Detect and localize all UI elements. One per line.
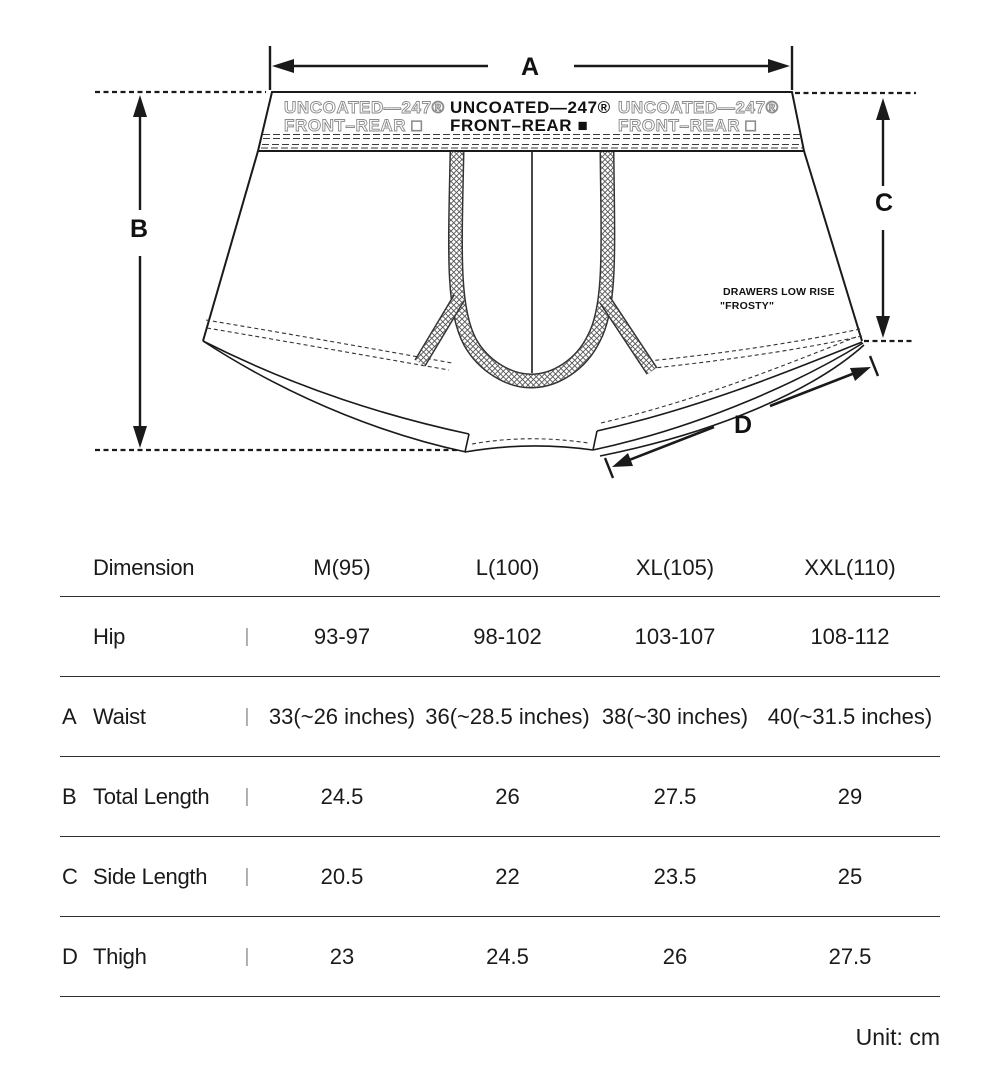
size-table-header: [60, 540, 940, 597]
dimension-b-label: B: [129, 215, 149, 243]
dimension-b: [133, 95, 147, 448]
waistband: [258, 92, 804, 151]
size-table-rows: [60, 597, 940, 997]
size-table: [60, 540, 940, 997]
row-value: 29: [837, 783, 863, 809]
row-value: 22: [495, 863, 520, 889]
row-value: 93-97: [313, 623, 371, 649]
row-value: 27.5: [828, 943, 872, 969]
row-label: Thigh: [93, 943, 147, 969]
product-label-line2: "FROSTY": [720, 300, 775, 312]
header-size-m: M(95): [313, 555, 371, 580]
dimension-d-label: D: [733, 411, 753, 439]
row-label: Hip: [93, 623, 126, 649]
row-value: 23.5: [653, 863, 697, 889]
row-value: 23: [329, 943, 355, 969]
row-value: 36(~28.5 inches): [425, 703, 590, 729]
table-row: [60, 677, 940, 757]
row-value: 98-102: [473, 623, 542, 649]
waistband-logo-center-line2: FRONT–REAR ■: [450, 116, 589, 135]
row-key: D: [62, 943, 78, 969]
row-separator: |: [244, 945, 250, 967]
row-value: 108-112: [810, 623, 890, 649]
d-lower-tick: [605, 458, 613, 478]
row-separator: |: [244, 625, 250, 647]
header-size-l: L(100): [475, 555, 540, 580]
b-top-arrowhead: [133, 95, 147, 117]
unit-note: Unit: cm: [855, 1024, 940, 1050]
header-size-xxl: XXL(110): [804, 555, 896, 580]
row-value: 20.5: [320, 863, 364, 889]
row-separator: |: [244, 865, 250, 887]
garment-diagram: [0, 0, 1000, 520]
waistband-logo-left-line1: UNCOATED—247®: [284, 98, 445, 117]
waistband-logo-center-line1: UNCOATED—247®: [450, 98, 611, 117]
product-label-line1: DRAWERS LOW RISE: [723, 286, 835, 298]
row-value: 40(~31.5 inches): [767, 703, 933, 729]
a-left-arrowhead: [272, 59, 294, 73]
row-label: Side Length: [93, 863, 208, 889]
header-dimension: Dimension: [93, 555, 195, 580]
dimension-c-label: C: [874, 189, 894, 217]
table-row: [60, 917, 940, 997]
table-row: [60, 837, 940, 917]
row-label: Waist: [93, 703, 146, 729]
row-value: 33(~26 inches): [268, 703, 416, 729]
table-row: [60, 757, 940, 837]
row-value: 24.5: [486, 943, 529, 969]
row-key: B: [62, 783, 77, 809]
row-value: 24.5: [320, 783, 364, 809]
d-upper-tick: [870, 356, 878, 376]
row-value: 26: [495, 783, 520, 809]
row-key: A: [62, 703, 77, 729]
row-value: 38(~30 inches): [601, 703, 749, 729]
row-value: 103-107: [634, 623, 716, 649]
row-separator: |: [244, 705, 250, 727]
row-value: 25: [837, 863, 863, 889]
dimension-c: [876, 98, 890, 338]
a-right-arrowhead: [768, 59, 790, 73]
d-upper-arrowhead: [850, 367, 871, 381]
c-top-arrowhead: [876, 98, 890, 120]
row-value: 26: [662, 943, 688, 969]
c-bottom-arrowhead: [876, 316, 890, 338]
b-bottom-arrowhead: [133, 426, 147, 448]
row-label: Total Length: [93, 783, 210, 809]
row-value: 27.5: [653, 783, 697, 809]
dimension-a-label: A: [520, 53, 540, 81]
header-size-xl: XL(105): [635, 555, 715, 580]
row-key: C: [62, 863, 78, 889]
waistband-logo-left-line2: FRONT–REAR □: [284, 116, 423, 135]
d-lower-arrowhead: [612, 453, 633, 467]
waistband-logo-right-line1: UNCOATED—247®: [618, 98, 779, 117]
waistband-logo-right-line2: FRONT–REAR □: [618, 116, 757, 135]
table-row: [60, 597, 940, 677]
row-separator: |: [244, 785, 250, 807]
